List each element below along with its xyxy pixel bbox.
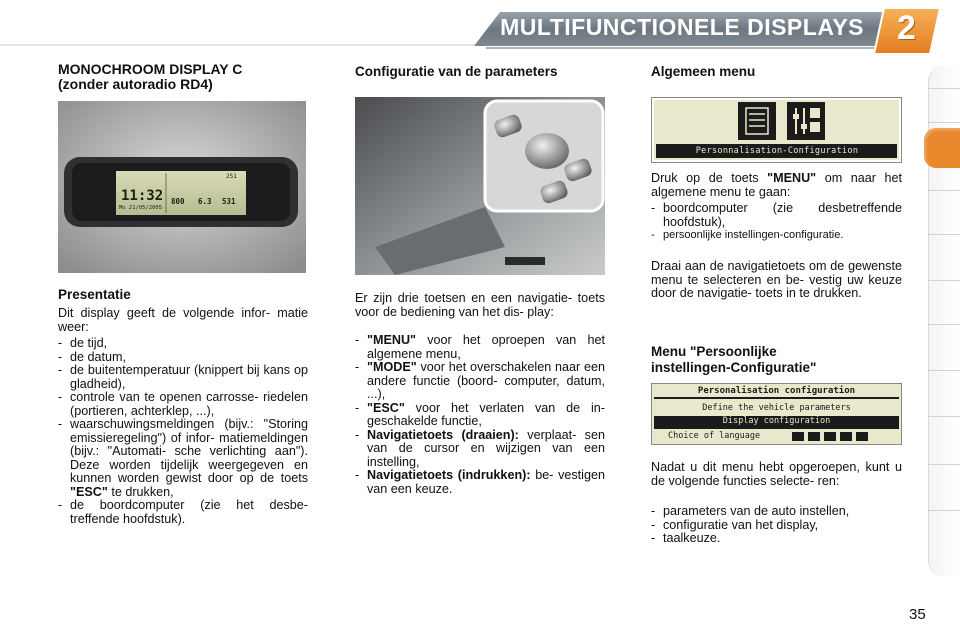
list-item-text: voor het oproepen van het algemene menu, (367, 333, 605, 361)
text-fragment: Druk op de toets (651, 171, 768, 185)
menu-key-label: "MENU" (367, 333, 417, 347)
esc-key-label: "ESC" (367, 400, 405, 415)
heading-line: (zonder autoradio RD4) (58, 76, 213, 92)
configuratie-heading: Configuratie van de parameters (355, 64, 558, 79)
list-item-text: waarschuwingsmeldingen (bijv.: "Storing emissieregeling") of infor- matiemeldingen (bijv.: "Automati- sche verlichting aan"). Deze worden tijdelijk weergegeven en kunnen worden gewist door op de toets (70, 417, 308, 485)
list-item: - de datum, (58, 351, 308, 365)
personalisation-functions-list (651, 505, 902, 546)
list-item-text: voor het overschakelen naar een andere functie (boord- computer, datum, ...), (367, 360, 605, 401)
esc-key-label: "ESC" (70, 484, 108, 499)
list-item: - controle van te openen carrosse- riedelen (portieren, achterklep, ...), (58, 391, 308, 418)
navigation-instruction: Draai aan de navigatietoets om de gewenste menu te selecteren en be- vestig uw keuze door de navigatie- toets in te drukken. (651, 259, 902, 300)
personalisation-screen (651, 383, 902, 445)
screen-option: Define the vehicle parameters (702, 403, 851, 413)
list-item: - taalkeuze. (651, 532, 902, 546)
text-fragment: om naar het algemene menu te gaan: (651, 171, 902, 199)
list-item-text: voor het verlaten van de in- geschakelde functie, (367, 400, 605, 428)
press-menu-text (651, 172, 902, 199)
list-item: - boordcomputer (zie desbetreffende hoofdstuk), (651, 202, 902, 229)
heading-line: instellingen-Configuratie" (651, 360, 817, 375)
algemeen-menu-heading: Algemeen menu (651, 64, 756, 79)
tab-divider (928, 280, 960, 281)
tab-divider (928, 122, 960, 123)
list-item (355, 361, 605, 402)
list-item: - de boordcomputer (zie het desbe- treffende hoofdstuk). (58, 499, 308, 526)
nav-press-label: Navigatietoets (indrukken): (367, 468, 531, 482)
active-chapter-tab[interactable] (924, 128, 960, 168)
after-menu-text: Nadat u dit menu hebt opgeroepen, kunt u de volgende functies selecte- ren: (651, 460, 902, 488)
control-buttons-image (355, 97, 605, 275)
list-item (355, 334, 605, 361)
screen-menu-label: Personnalisation-Configuration (695, 146, 859, 156)
list-item-text: verplaat- sen van de cursor en wijzigen van een instelling, (367, 427, 605, 469)
tab-divider (928, 510, 960, 511)
controls-photo (355, 97, 605, 275)
list-item (355, 429, 605, 470)
list-item (355, 469, 605, 496)
heading-line: MONOCHROOM DISPLAY C (58, 61, 243, 77)
list-item: - parameters van de auto instellen, (651, 505, 902, 519)
list-item: - configuratie van het display, (651, 519, 902, 533)
general-menu-screen (651, 97, 902, 163)
menu-key-label: "MENU" (767, 171, 817, 185)
tab-divider (928, 416, 960, 417)
heading-line: Menu "Persoonlijke (651, 344, 777, 359)
dashboard-display-image (58, 101, 306, 273)
tab-divider (928, 464, 960, 465)
general-menu-list (651, 202, 902, 243)
presentatie-heading: Presentatie (58, 287, 131, 302)
configuratie-list (355, 334, 605, 496)
tab-divider (928, 234, 960, 235)
display-top-value: 251 (226, 173, 237, 180)
display-date: Mo 21/05/2005 (119, 205, 163, 211)
display-time: 11:32 (121, 188, 164, 204)
tab-divider (928, 190, 960, 191)
mode-key-label: "MODE" (367, 360, 417, 374)
tab-divider (928, 324, 960, 325)
page-header (0, 0, 960, 58)
list-item-tail: te drukken, (107, 484, 174, 499)
page-number: 35 (909, 606, 926, 623)
persoonlijke-menu-heading (651, 344, 902, 376)
display-value: 800 (171, 197, 185, 206)
display-value: 531 (222, 197, 236, 206)
display-photo (58, 101, 306, 273)
list-item-text: be- vestigen van een keuze. (367, 468, 605, 496)
screen-option-selected: Display configuration (654, 416, 899, 429)
tab-divider (928, 370, 960, 371)
tab-divider (928, 88, 960, 89)
list-item: - persoonlijke instellingen-configuratie. (651, 229, 902, 243)
screen-option: Choice of language (668, 431, 761, 441)
list-item (355, 402, 605, 429)
list-item: - de tijd, (58, 337, 308, 351)
display-value: 6.3 (198, 197, 212, 206)
page-title: MULTIFUNCTIONELE DISPLAYS (500, 14, 864, 40)
list-item (58, 418, 308, 499)
list-item: - de buitentemperatuur (knippert bij kans op gladheid), (58, 364, 308, 391)
nav-turn-label: Navigatietoets (draaien): (367, 427, 519, 442)
language-flags-icon (792, 431, 882, 443)
chapter-number: 2 (897, 9, 916, 47)
presentatie-intro: Dit display geeft de volgende infor- matie weer: (58, 306, 308, 334)
section-heading (58, 62, 308, 92)
screen-title: Personalisation configuration (654, 386, 899, 399)
presentatie-list (58, 337, 308, 526)
configuratie-intro: Er zijn drie toetsen en een navigatie- toets voor de bediening van het dis- play: (355, 291, 605, 319)
